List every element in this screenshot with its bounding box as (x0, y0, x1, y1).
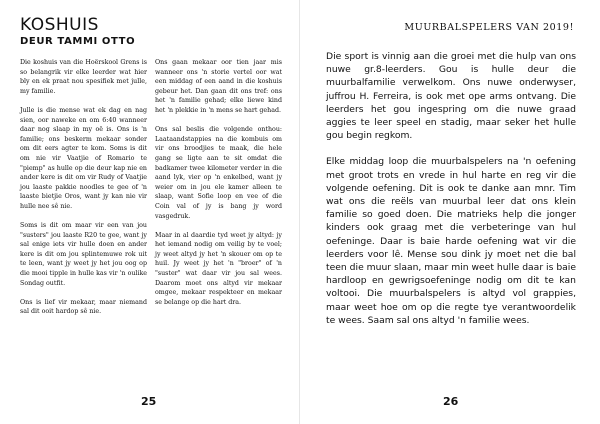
right-page (300, 0, 600, 424)
paragraph: Soms is dit om maar vir een van jou "susters" jou laaste R20 te gee, want jy sal enige iets vir hulle doen en ander kere is dit om jou splintemuwe rok uit te leen, want jy weet jy het jou oog op die mooi tipple in hulle kas vir 'n oulike Sondag outfit. (20, 222, 147, 287)
article-byline: DEUR TAMMI OTTO (20, 36, 136, 47)
article-body (326, 50, 576, 340)
article-title: KOSHUIS (20, 15, 99, 35)
page-number-left: 25 (141, 395, 157, 408)
left-column-2 (155, 58, 282, 317)
paragraph: Elke middag loop die muurbalspelers na 'n oefening met groot trots en vrede in hul harte en reg vir die volgende oefening. Dit is ook te danke aan mnr. Tim wat ons die reëls van muurbal leer dat ons klein familie so goed doen. Die matrieks help die jonger kinders ook graag met die verbeteringe van hul oefeninge. Daar is baie harde oefening wat vir die leerders voor lê. Mense sou dink jy moet net die bal teen die muur slaan, maar min weet hulle daar is baie hardloop en gewrigsoefeninge nodig om dit te kan voltooi. Die muurbalspelers is altyd vol grappies, maar weet hoe om op die regte tye verantwoordelik te wees. Saam sal ons altyd 'n familie wees. (326, 156, 576, 326)
paragraph: Ons sal beslis die volgende onthou: Laataandstappies na die kombuis om vir ons broodjies te maak, die hele gang se ligte aan te sit omdat die badkamer twee kilometer verder in die aand lyk, vier op 'n enkelbed, want jy weier om in jou ele kamer alleen te slaap, want Sofie loop en vee of die Coin val of jy is bang jy word vasgedruk. (155, 126, 282, 220)
left-column-1 (20, 58, 147, 327)
paragraph: Die sport is vinnig aan die groei met die hulp van ons nuwe gr.8-leerders. Gou is hulle deur die muurbalfamilie verwelkom. Ons nuwe onderwyser, juffrou H. Ferreira, is ook met ope arms ontvang. Die leerders het gou ingespring om die nuwe graad aggies te leer speel en stadig, maar seker het hulle gou begin regkom. (326, 51, 576, 142)
page-number-right: 26 (443, 395, 459, 408)
article-header: MUURBALSPELERS VAN 2019! (404, 22, 574, 33)
paragraph: Julle is die mense wat ek dag en nag sien, oor naweke en om 6:40 wanneer daar nog slaap in my oë is. Ons is 'n familie; ons beskerm mekaar sonder om dit eers agter te kom. Soms is dit om nie vir Vaatjie of Romario te "piemp" as hulle op die deur kap nie en ander kere is dit om vir Rudy of Vaatjie jou laaste pakkie noodles te gee of 'n laaste bietjie Oros, want jy kan nie vir hulle nee sê nie. (20, 106, 147, 210)
paragraph: Ons gaan mekaar oor tien jaar mis wanneer ons 'n storie vertel oor wat een middag of een aand in die koshuis gebeur het. Dan gaan dit ons tref: ons het 'n familie gehad; elke liewe kind het 'n plekkie in 'n mens se hart gehad. (155, 59, 282, 114)
paragraph: Ons is lief vir mekaar, maar niemand sal dit ooit hardop sê nie. (20, 298, 147, 316)
paragraph: Maar in al daardie tyd weet jy altyd: jy het iemand nodig om veilig by te voel; jy weet altyd jy het 'n skouer om op te huil. Jy weet jy het 'n "broer" of 'n "suster" wat daar vir jou sal wees. Daarom moet ons altyd vir mekaar omgee, mekaar respekteer en mekaar se belange op die hart dra. (155, 231, 282, 306)
paragraph: Die koshuis van die Hoërskool Grens is so belangrik vir elke leerder wat hier bly en ek praat nou spesifiek met julle, my familie. (20, 59, 147, 95)
